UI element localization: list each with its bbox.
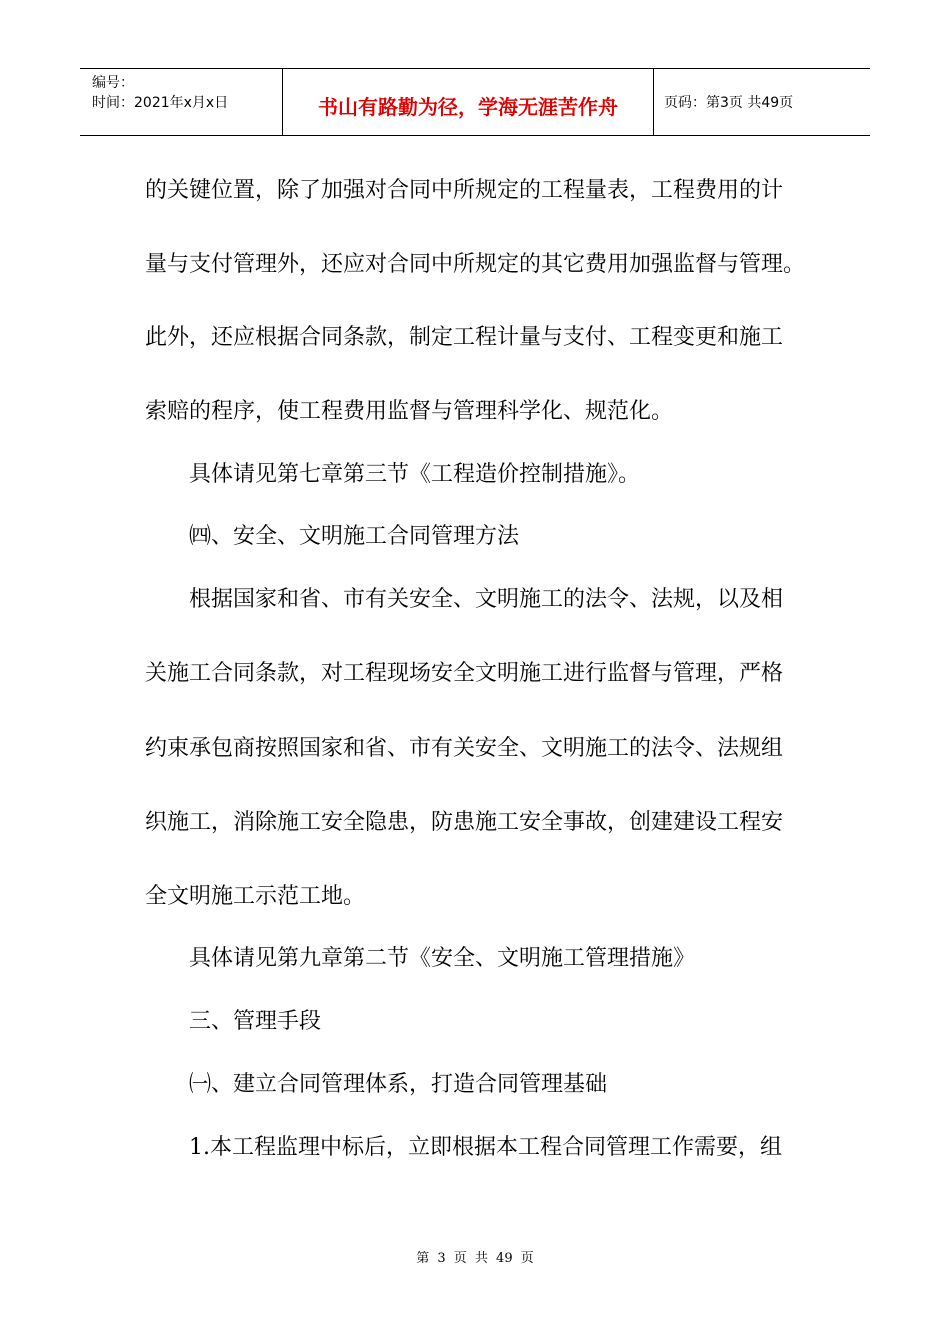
body-line: 具体请见第九章第二节《安全、文明施工管理措施》 [189,946,696,971]
page-label: 页码：第3页 共49页 [664,95,794,111]
header-motto-cell [282,69,654,135]
body-line: 全文明施工示范工地。 [145,884,366,909]
body-line: 索赔的程序，使工程费用监督与管理科学化、规范化。 [145,399,674,424]
body-line: 1.本工程监理中标后，立即根据本工程合同管理工作需要，组 [189,1135,782,1160]
body-line: 织施工，消除施工安全隐患，防患施工安全事故，创建建设工程安 [145,810,784,835]
body-line: 的关键位置，除了加强对合同中所规定的工程量表，工程费用的计 [145,178,784,203]
header-page-cell [654,69,870,135]
body-line: 量与支付管理外，还应对合同中所规定的其它费用加强监督与管理。 [145,252,806,277]
page-footer: 第 3 页 共 49 页 [416,1251,534,1266]
body-line: 具体请见第七章第三节《工程造价控制措施》。 [189,462,641,487]
body-line: 此外，还应根据合同条款，制定工程计量与支付、工程变更和施工 [145,325,784,350]
date-label: 时间：2021年x月x日 [92,95,229,111]
body-line: 约束承包商按照国家和省、市有关安全、文明施工的法令、法规组 [145,736,784,761]
section-heading: ㈠、建立合同管理体系，打造合同管理基础 [189,1072,608,1097]
section-heading: ㈣、安全、文明施工合同管理方法 [189,524,520,549]
header-meta [80,69,282,135]
motto-text: 书山有路勤为径，学海无涯苦作舟 [318,94,618,119]
section-heading: 三、管理手段 [189,1009,322,1034]
number-label: 编号： [92,75,134,91]
body-line: 关施工合同条款，对工程现场安全文明施工进行监督与管理，严格 [145,661,784,686]
page-header [80,68,870,136]
body-line: 根据国家和省、市有关安全、文明施工的法令、法规，以及相 [189,587,784,612]
